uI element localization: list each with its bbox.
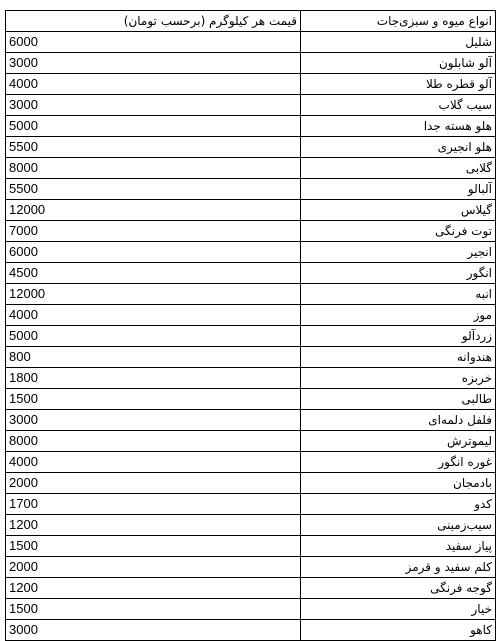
item-price-cell: 1800 (6, 368, 301, 389)
item-price-cell: 4000 (6, 74, 301, 95)
item-price-cell: 1500 (6, 599, 301, 620)
item-price-cell: 1200 (6, 515, 301, 536)
item-name-cell: خربزه (301, 368, 496, 389)
table-row (6, 515, 496, 536)
item-name-cell: لیموترش (301, 431, 496, 452)
table-row (6, 473, 496, 494)
item-price-cell: 5000 (6, 116, 301, 137)
item-name-cell: گیلاس (301, 200, 496, 221)
item-price-cell: 8000 (6, 431, 301, 452)
item-name-cell: کدو (301, 494, 496, 515)
table-row (6, 368, 496, 389)
item-name-cell: انجیر (301, 242, 496, 263)
item-price-cell: 1200 (6, 578, 301, 599)
item-name-cell: گلابی (301, 158, 496, 179)
item-price-cell: 3000 (6, 410, 301, 431)
item-price-cell: 1500 (6, 389, 301, 410)
item-name-cell: هلو هسته جدا (301, 116, 496, 137)
item-price-cell: 12000 (6, 284, 301, 305)
item-price-cell: 4000 (6, 305, 301, 326)
item-price-cell: 3000 (6, 95, 301, 116)
item-price-cell: 8000 (6, 158, 301, 179)
table-row (6, 263, 496, 284)
table-row (6, 326, 496, 347)
item-name-cell: آلو شابلون (301, 53, 496, 74)
table-row (6, 620, 496, 641)
item-price-cell: 5500 (6, 137, 301, 158)
table-row (6, 599, 496, 620)
table-row (6, 494, 496, 515)
table-row (6, 53, 496, 74)
item-name-cell: انگور (301, 263, 496, 284)
table-row (6, 116, 496, 137)
item-name-cell: زردآلو (301, 326, 496, 347)
fruit-vegetable-price-table (5, 10, 496, 641)
table-row (6, 74, 496, 95)
table-body (6, 32, 496, 641)
table-row (6, 347, 496, 368)
table-row (6, 284, 496, 305)
item-name-cell: پیاز سفید (301, 536, 496, 557)
table-row (6, 452, 496, 473)
item-price-cell: 6000 (6, 32, 301, 53)
table-row (6, 200, 496, 221)
item-name-cell: سیب‌زمینی (301, 515, 496, 536)
price-table-container (5, 10, 495, 641)
table-row (6, 179, 496, 200)
header-price-per-kg: قیمت هر کیلوگرم (برحسب تومان) (6, 11, 301, 32)
item-name-cell: فلفل دلمه‌ای (301, 410, 496, 431)
item-price-cell: 3000 (6, 620, 301, 641)
item-name-cell: توت فرنگی (301, 221, 496, 242)
item-name-cell: خیار (301, 599, 496, 620)
table-row (6, 32, 496, 53)
item-price-cell: 2000 (6, 557, 301, 578)
item-name-cell: سیب گلاب (301, 95, 496, 116)
table-row (6, 536, 496, 557)
table-row (6, 158, 496, 179)
item-price-cell: 12000 (6, 200, 301, 221)
table-row (6, 95, 496, 116)
item-price-cell: 5500 (6, 179, 301, 200)
item-price-cell: 1700 (6, 494, 301, 515)
item-name-cell: گوجه فرنگی (301, 578, 496, 599)
table-row (6, 578, 496, 599)
header-item-name: انواع میوه و سبزی‌جات (301, 11, 496, 32)
table-row (6, 242, 496, 263)
item-price-cell: 5000 (6, 326, 301, 347)
table-header-row (6, 11, 496, 32)
item-name-cell: انبه (301, 284, 496, 305)
item-price-cell: 4000 (6, 452, 301, 473)
item-name-cell: موز (301, 305, 496, 326)
item-name-cell: کلم سفید و قرمز (301, 557, 496, 578)
item-name-cell: شلیل (301, 32, 496, 53)
item-price-cell: 3000 (6, 53, 301, 74)
item-name-cell: کاهو (301, 620, 496, 641)
item-name-cell: غوره انگور (301, 452, 496, 473)
item-name-cell: طالبی (301, 389, 496, 410)
item-price-cell: 6000 (6, 242, 301, 263)
item-name-cell: آلو قطره طلا (301, 74, 496, 95)
item-price-cell: 7000 (6, 221, 301, 242)
table-row (6, 305, 496, 326)
item-name-cell: بادمجان (301, 473, 496, 494)
table-row (6, 137, 496, 158)
table-row (6, 410, 496, 431)
item-name-cell: آلبالو (301, 179, 496, 200)
table-row (6, 431, 496, 452)
table-row (6, 221, 496, 242)
item-price-cell: 800 (6, 347, 301, 368)
item-price-cell: 1500 (6, 536, 301, 557)
table-row (6, 389, 496, 410)
item-name-cell: هندوانه (301, 347, 496, 368)
item-price-cell: 2000 (6, 473, 301, 494)
item-name-cell: هلو انجیری (301, 137, 496, 158)
table-row (6, 557, 496, 578)
item-price-cell: 4500 (6, 263, 301, 284)
